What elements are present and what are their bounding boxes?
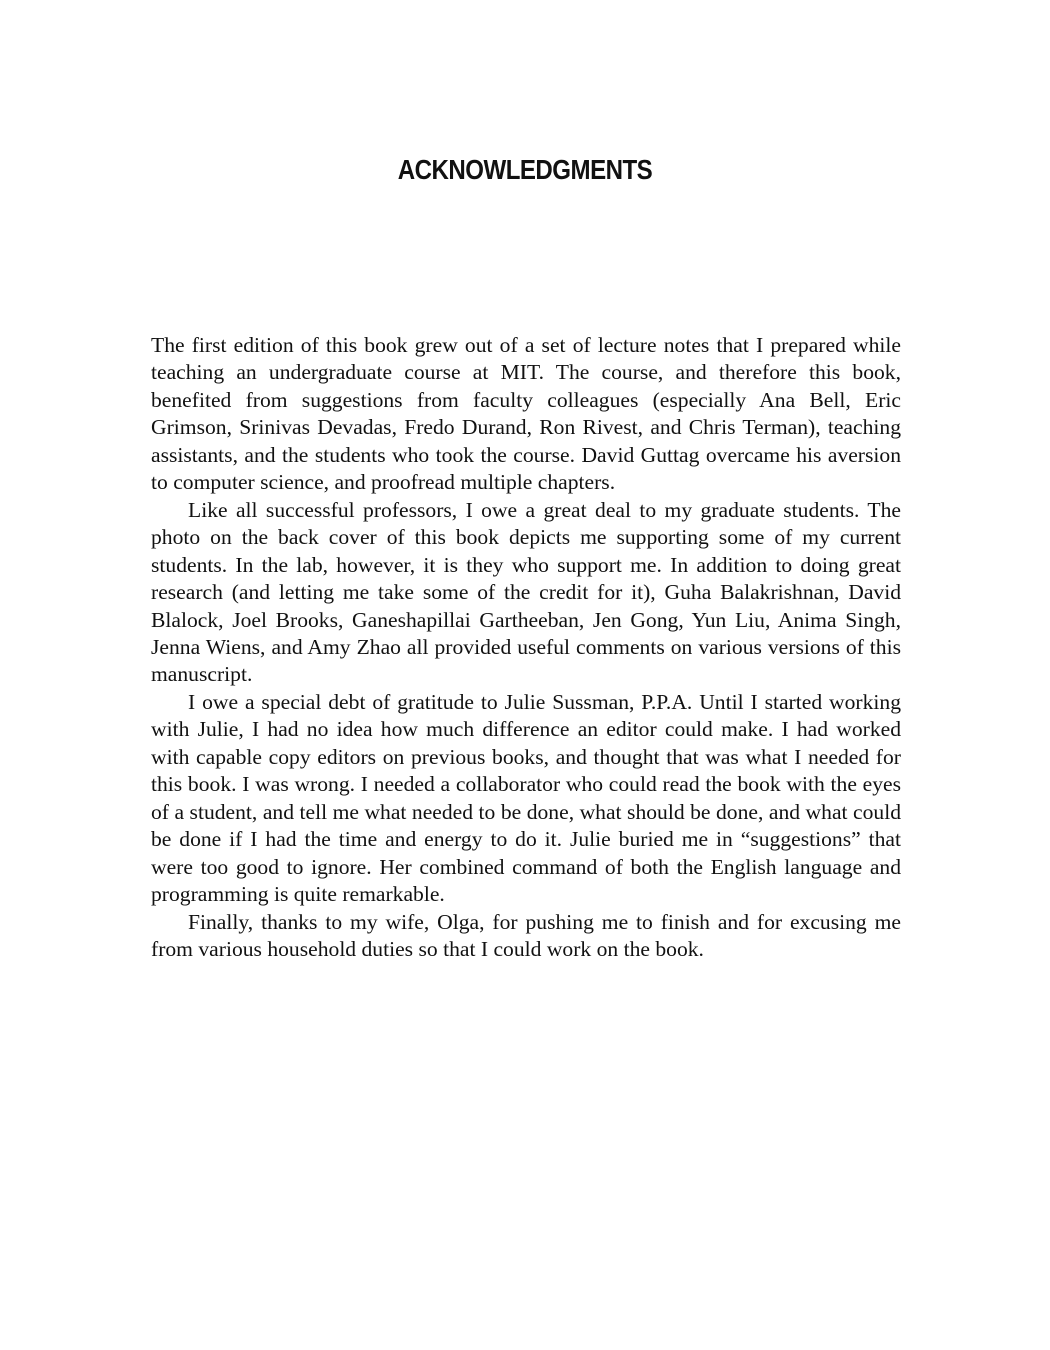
acknowledgments-body	[151, 332, 901, 963]
page-title: ACKNOWLEDGMENTS	[397, 154, 653, 185]
paragraph-graduate-students: Like all successful professors, I owe a great deal to my graduate students. The photo on the back cover of this book depicts me supporting some of my current students. In the lab, however, it is they who support me. In addition to doing great research (and letting me take some of the credit for it), Guha Balakrishnan, David Blalock, Joel Brooks, Ganeshapillai Gartheeban, Jen Gong, Yun Liu, Anima Singh, Jenna Wiens, and Amy Zhao all provided useful comments on various versions of this manuscript.	[151, 497, 901, 687]
paragraph-editor: I owe a special debt of gratitude to Julie Sussman, P.P.A. Until I started working with Julie, I had no idea how much difference an editor could make. I had worked with capable copy editors on previous books, and thought that was what I needed for this book. I was wrong. I needed a collaborator who could read the book with the eyes of a student, and tell me what needed to be done, what should be done, and what could be done if I had the time and energy to do it. Julie buried me in “suggestions” that were too good to ignore. Her combined command of both the English language and programming is quite remarkable.	[151, 689, 901, 907]
paragraph-family: Finally, thanks to my wife, Olga, for pushing me to finish and for excusing me from various household duties so that I could work on the book.	[151, 909, 901, 961]
paragraph-first-edition: The first edition of this book grew out of a set of lecture notes that I prepared while teaching an undergraduate course at MIT. The course, and therefore this book, benefited from suggestions from faculty colleagues (especially Ana Bell, Eric Grimson, Srinivas Devadas, Fredo Durand, Ron Rivest, and Chris Terman), teaching assistants, and the students who took the course. David Guttag overcame his aversion to computer science, and proofread multiple chapters.	[151, 333, 901, 495]
